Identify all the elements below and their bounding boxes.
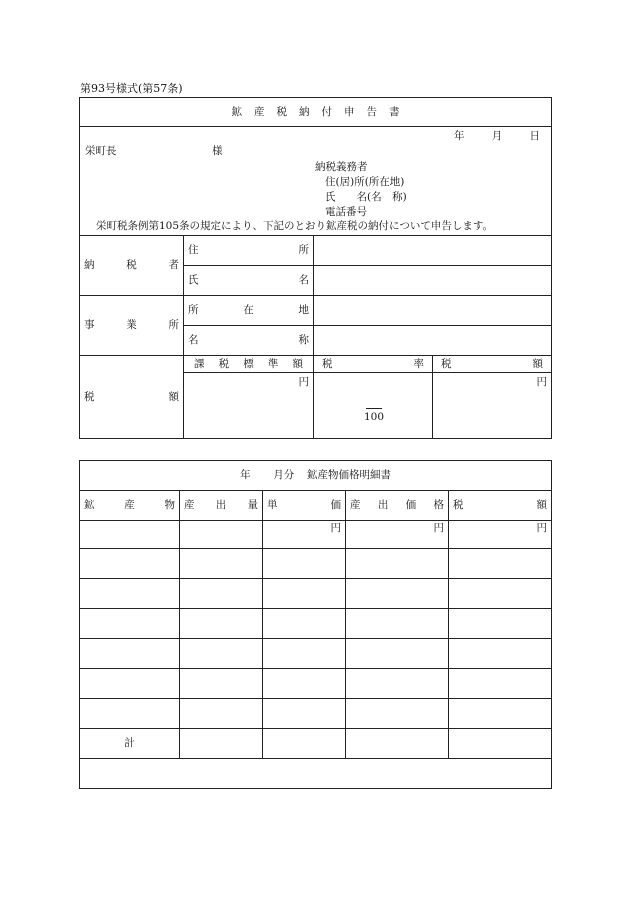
declaration-title: 鉱 産 税 納 付 申 告 書: [80, 98, 552, 127]
unit-price-cell[interactable]: [263, 579, 346, 609]
declaration-header-block: [80, 127, 552, 236]
tax-cell[interactable]: [449, 549, 552, 579]
unit-price-cell[interactable]: [263, 669, 346, 699]
yen-unit: 円: [433, 522, 444, 534]
mineral-cell[interactable]: [80, 699, 180, 729]
tax-label: 税 額: [80, 356, 184, 439]
yen-unit: 円: [536, 522, 548, 534]
header-output-value: 産 出 価 格: [346, 491, 449, 521]
total-output-value-cell[interactable]: [346, 729, 449, 759]
table-row: [80, 609, 552, 639]
unit-price-cell[interactable]: [263, 549, 346, 579]
table-row: [80, 579, 552, 609]
business-location-caption: 所 在 地: [184, 296, 314, 326]
taxpayer-heading: 納税義務者: [315, 161, 368, 173]
filing-date: 年 月 日: [454, 130, 540, 142]
mineral-cell[interactable]: [80, 521, 180, 549]
table-row: [80, 669, 552, 699]
total-label: 計: [80, 729, 180, 759]
output-cell[interactable]: [180, 549, 263, 579]
mineral-cell[interactable]: [80, 609, 180, 639]
taxpayer-name-field[interactable]: [314, 266, 552, 296]
taxpayer-address-field[interactable]: [314, 236, 552, 266]
output-value-cell[interactable]: [346, 669, 449, 699]
tax-cell[interactable]: [449, 699, 552, 729]
header-output: 産 出 量: [180, 491, 263, 521]
business-label: 事 業 所: [80, 296, 184, 356]
header-unit-price: 単 価: [263, 491, 346, 521]
yen-unit: 円: [298, 376, 309, 388]
taxpayer-address-caption: 住 所: [184, 236, 314, 266]
mineral-cell[interactable]: [80, 579, 180, 609]
yen-unit: 円: [330, 522, 341, 534]
output-value-cell[interactable]: [346, 579, 449, 609]
addressee: 栄町長: [85, 145, 117, 157]
output-value-cell[interactable]: [346, 639, 449, 669]
tax-amount-field[interactable]: [433, 373, 552, 439]
declaration-statement: 栄町税条例第105条の規定により、下記のとおり鉱産税の納付について申告します。: [96, 220, 493, 232]
total-unit-price-cell[interactable]: [263, 729, 346, 759]
output-value-cell[interactable]: [346, 609, 449, 639]
tax-cell[interactable]: [449, 579, 552, 609]
table-row: [80, 521, 552, 549]
total-tax-cell[interactable]: [449, 729, 552, 759]
total-row: [80, 729, 552, 759]
output-cell[interactable]: [180, 521, 263, 549]
header-mineral: 鉱 産 物: [80, 491, 180, 521]
business-location-field[interactable]: [314, 296, 552, 326]
output-cell[interactable]: [180, 669, 263, 699]
taxpayer-name-label: 氏 名(名 称): [325, 191, 407, 203]
unit-price-cell[interactable]: [263, 639, 346, 669]
tax-base-field[interactable]: [184, 373, 314, 439]
table-row: [80, 699, 552, 729]
mineral-cell[interactable]: [80, 669, 180, 699]
honorific: 様: [212, 145, 223, 157]
taxpayer-address-label: 住(居)所(所在地): [325, 176, 405, 188]
header-tax: 税 額: [449, 491, 552, 521]
form-number: 第93号様式(第57条): [80, 82, 183, 95]
tax-rate-field[interactable]: [314, 373, 433, 439]
tax-base-header: 課 税 標 準 額: [184, 356, 314, 373]
notes-field[interactable]: [80, 759, 552, 789]
mineral-detail-table: [79, 460, 552, 789]
business-name-caption: 名 称: [184, 326, 314, 356]
mineral-cell[interactable]: [80, 549, 180, 579]
declaration-table: [79, 97, 552, 439]
output-value-cell[interactable]: [346, 699, 449, 729]
tax-amount-header: 税 額: [433, 356, 552, 373]
taxpayer-name-caption: 氏 名: [184, 266, 314, 296]
business-name-field[interactable]: [314, 326, 552, 356]
tax-cell[interactable]: [449, 639, 552, 669]
output-cell[interactable]: [180, 699, 263, 729]
output-cell[interactable]: [180, 579, 263, 609]
tax-rate-fraction: 100: [364, 408, 384, 423]
table-row: [80, 639, 552, 669]
mineral-cell[interactable]: [80, 639, 180, 669]
detail-title: 年 月分 鉱産物価格明細書: [80, 461, 552, 491]
output-cell[interactable]: [180, 609, 263, 639]
taxpayer-label: 納 税 者: [80, 236, 184, 296]
tax-rate-header: 税 率: [314, 356, 433, 373]
unit-price-cell[interactable]: [263, 609, 346, 639]
table-row: [80, 549, 552, 579]
tax-cell[interactable]: [449, 669, 552, 699]
output-cell[interactable]: [180, 639, 263, 669]
unit-price-cell[interactable]: [263, 699, 346, 729]
output-value-cell[interactable]: [346, 549, 449, 579]
output-value-cell[interactable]: [346, 521, 449, 549]
unit-price-cell[interactable]: [263, 521, 346, 549]
total-output-cell[interactable]: [180, 729, 263, 759]
taxpayer-phone-label: 電話番号: [325, 206, 367, 218]
tax-cell[interactable]: [449, 521, 552, 549]
yen-unit: 円: [536, 376, 547, 388]
tax-cell[interactable]: [449, 609, 552, 639]
